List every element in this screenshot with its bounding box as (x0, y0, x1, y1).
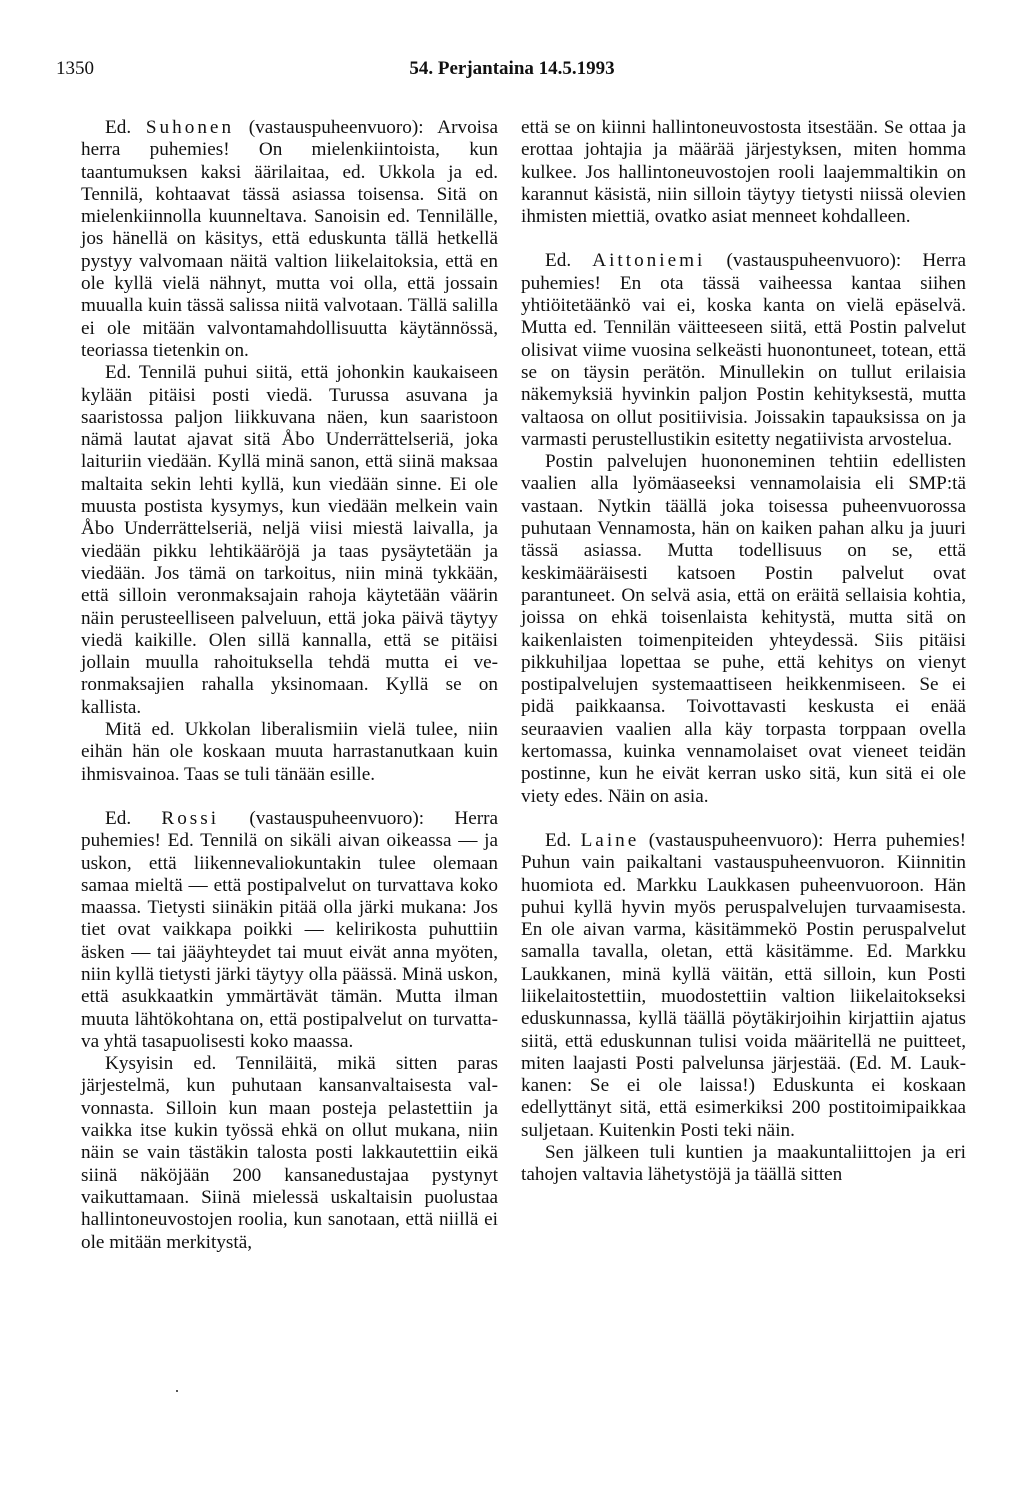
left-column (81, 117, 498, 1254)
paragraph: Ed. Tennilä puhui siitä, että johonkin kaukaiseen kylään pitäisi posti viedä. Turussa asuvana ja saaristossa paljon liikkuvana näen, kun saaristoon nämä lautat ajavat sitä Åbo Underrättelseriä, joka laituriin viedään. Kyllä minä sanon, että siinä maksaa maltaita sekin lehti kyllä, kun viedään sinne. Ei ole muusta postista kysymys, kun viedään melkein vain Åbo Underrättelseriä, neljä viisi miestä laivalla, ja viedään pikku lehtikääröjä ja taas pysäytetään ja viedään. Jos tämä on tarkoitus, niin minä tykkään, että silloin veronmaksajain rahoja käytetään väärin näin perusteelliseen palveluun, että joka päivä täytyy viedä kaikille. Olen sillä kannalla, että se pitäisi jollain muulla rahoituksella tehdä mutta ei veronmaksajien rahalla yksinomaan. Kyllä se on kallista. (81, 362, 498, 718)
paragraph: Sen jälkeen tuli kuntien ja maakuntaliittojen ja eri tahojen valtavia lähetystöjä ja täällä sitten (521, 1142, 966, 1186)
issue-date: 54. Perjantaina 14.5.1993 (409, 58, 615, 79)
speech-text: (vastauspuheenvuoro): Herra puhemies! Puhun vain paikaltani vastauspuheenvuoron. Kiinnitin huomiota ed. Markku Laukkasen puheenvuoroon. Hän puhui kyllä hyvin myös peruspalvelujen turvaamisesta. En ole aivan varma, käsitämmekö Postin peruspalvelut samalla tavalla, oletan, että käsitämme. Ed. Markku Laukkanen, minä kyllä väitän, että silloin, kun Posti liikelaitostettiin, muodostettiin valtion liikelaitokseksi eduskunnassa, kyllä täällä pöytäkirjoihin kirjattiin ajatus siitä, että eduskunnan tulisi voida määritellä ne puitteet, miten laajasti Posti palvelunsa järjestää. (Ed. M. Laukkanen: Se ei ole laissa!) Eduskunta ei koskaan edellyttänyt sitä, että esimerkiksi 200 postitoimipaikkaa suljetaan. Kuitenkin Posti teki näin. (521, 829, 966, 1141)
scan-speck (176, 1390, 178, 1392)
speech-text: (vastauspuheenvuoro): Arvoisa herra puhemies! On mielenkiintoista, kun taantumuksen kaksi äärilaitaa, ed. Ukkola ja ed. Tennilä, kohtaavat tässä asiassa toisensa. Sitä on mielenkiinnolla kuunneltava. Sanoisin ed. Tennilälle, jos hänellä on käsitys, että eduskunta tällä hetkellä pystyy valvomaan näitä valtion liikelaitoksia, että en ole kyllä vielä nähnyt, mutta voi olla, että jossain muualla kuin tässä salissa niitä valvotaan. Tällä salilla ei ole mitään valvontamahdollisuutta käytännössä, teoriassa tietenkin on. (81, 117, 498, 361)
speech-laine (521, 830, 966, 1142)
speaker-prefix: Ed. (105, 807, 132, 829)
speaker-prefix: Ed. (105, 117, 132, 138)
speech-aittoniemi (521, 250, 966, 451)
speech-rossi (81, 808, 498, 1053)
paragraph: Postin palvelujen huononeminen tehtiin edellisten vaalien alla lyömäaseeksi vennamolaisia eli SMP:tä vastaan. Nytkin täällä joka toisessa puheenvuorossa puhutaan Vennamosta, hän on kaiken pahan alku ja juuri tässä asiassa. Mutta todellisuus on se, että keskimääräisesti katsoen Postin palvelut ovat parantuneet. On selvä asia, että on eräitä sellaisia kohtia, joissa on ehkä toisenlaista kehitystä, mutta sitä on kaikenlaisten toimenpiteiden yhteydessä. Siis pitäisi pikkuhiljaa lopettaa se puhe, että kehitys on vienyt postipalvelujen systemaattiseen heikkenmiseen. Se ei pidä paikkaansa. Toivottavasti keskusta ei enää seuraavien vaalien alla käy torpasta torppaan ovella kertomassa, kuinka vennamolaiset ovat vieneet teidän postinne, kun he eivät kerran usko sitä, kun sitä ei ole viety edes. Näin on asia. (521, 451, 966, 807)
speech-text: (vastauspuheenvuoro): Herra puhemies! En ota tässä vaiheessa kantaa siihen yhtiöitetäänkö vai ei, koska kanta on vielä epäselvä. Mutta ed. Tennilän väitteeseen siitä, että Postin palvelut olisivat viime vuosina selkeästi huonontuneet, totean, että se on täysin perätön. Minullekin on tullut erilaisia näkemyksiä hyvinkin paljon Postin kehityksestä, mutta valtaosa on ollut positiivisia. Joissakin tapauksissa on ja varmasti perustellustikin esitetty negatiivista arvostelua. (521, 250, 967, 450)
speaker-name: Aittoniemi (592, 250, 706, 272)
page-header (56, 58, 968, 86)
paragraph: Mitä ed. Ukkolan liberalismiin vielä tulee, niin eihän hän ole koskaan muuta harrastanutkaan kuin ihmisvainoa. Taas se tuli tänään esille. (81, 719, 498, 785)
speech-text: (vastauspuheenvuoro): Herra puhemies! Ed. Tennilä on sikäli aivan oikeassa — ja uskon, että liikennevaliokuntakin tulee olemaan samaa mieltä — että postipalvelut on turvattava koko maassa. Tietysti siinäkin pitää olla järki mukana: Jos tiet ovat vaikkapa poikki — kelirikosta puhuttiin äsken — tai jääyhteydet tai muut eivät anna myöten, niin kyllä tietysti järki täytyy olla päässä. Minä uskon, että asukkaatkin ymmärtävät tämän. Mutta ilman muuta lähtökohtana on, että postipalvelut on turvattava yhtä tasapuolisesti koko maassa. (81, 807, 499, 1052)
speaker-name: Suhonen (145, 117, 235, 138)
speaker-prefix: Ed. (545, 829, 572, 851)
speaker-name: Laine (580, 829, 640, 851)
speech-suhonen (81, 117, 498, 362)
paragraph-continuation: että se on kiinni hallintoneuvostosta itsestään. Se ottaa ja erottaa johtajia ja määrää järjestyksen, miten homma kulkee. Jos hallintoneuvostojen rooli laajemmaltikin on karannut käsistä, niin silloin täytyy tietysti niissä olevien ihmisten miettiä, ovatko asiat menneet kohdalleen. (521, 117, 966, 228)
right-column (521, 117, 966, 1187)
speaker-prefix: Ed. (545, 250, 572, 272)
speaker-name: Rossi (161, 807, 220, 829)
page-number: 1350 (56, 58, 94, 79)
paragraph: Kysyisin ed. Tenniläitä, mikä sitten paras järjestelmä, kun puhutaan kansanvaltaisesta valvonnasta. Silloin kun maan posteja pelastettiin ja vaikka itse kukin työssä ehkä on ollut mukana, niin näin se vain tästäkin talosta posti lakkautettiin eikä siinä näköjään 200 kansanedustajaa pystynyt vaikuttamaan. Siinä mielessä uskaltaisin puolustaa hallintoneuvostojen roolia, kun sanotaan, että niillä ei ole mitään merkitystä, (81, 1053, 498, 1253)
